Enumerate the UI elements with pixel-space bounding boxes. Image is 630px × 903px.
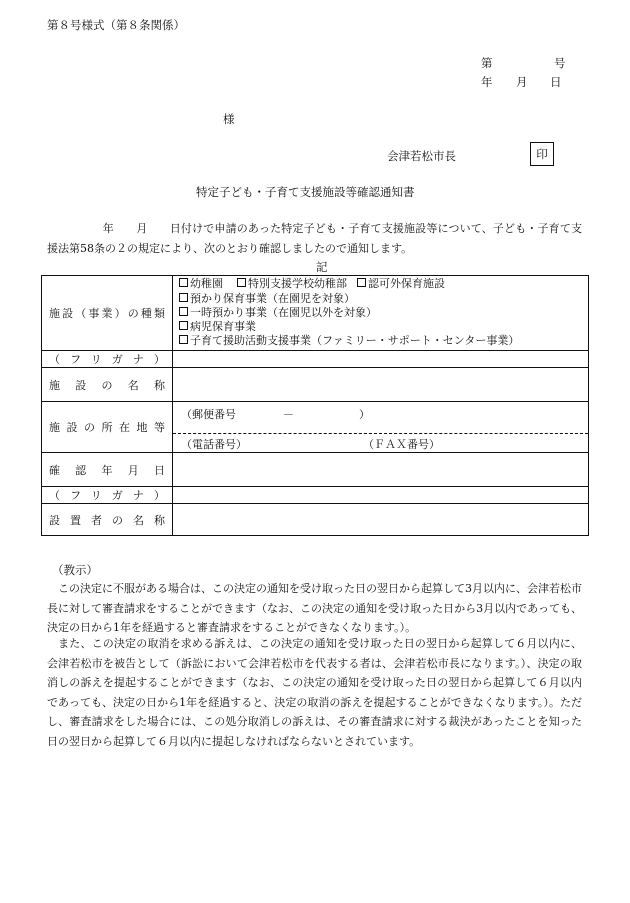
checkbox-icon[interactable] bbox=[179, 307, 188, 316]
founder-name-field[interactable] bbox=[173, 504, 589, 536]
issuer-title: 会津若松市長 bbox=[387, 149, 456, 163]
checkbox-icon[interactable] bbox=[179, 293, 188, 302]
facility-address-label: 施設の所在地等 bbox=[42, 402, 173, 453]
facility-type-options bbox=[173, 276, 589, 351]
phone-fax-field[interactable] bbox=[173, 434, 588, 452]
phone-label: （電話番号） bbox=[181, 438, 247, 451]
fax-label: （ＦＡＸ番号） bbox=[363, 438, 440, 451]
furigana-label: （フリガナ） bbox=[42, 351, 173, 368]
facility-furigana-row bbox=[42, 351, 589, 368]
postal-address-field[interactable] bbox=[173, 402, 588, 434]
founder-furigana-label: （フリガナ） bbox=[42, 487, 173, 504]
seal-label: 印 bbox=[536, 147, 548, 161]
notice-paragraph-2: また、この決定の取消を求める訴えは、この決定の通知を受け取った日の翌日から起算して６月以内に、会津若松市を被告として（訴訟において会津若松市を代表する者は、会津若松市長になります。）、決定の取消しの訴えを提起することができます（なお、この決定の通知を受け取った日の翌日から起算して６月以内であっても、決定の日から1年を経過すると、決定の取消の訴えを提起することができなくなります。）。ただし、審査請求をした場合には、この処分取消しの訴えは、その審査請求に対する裁決があったことを知った日の翌日から起算して６月以内に提起しなければならないとされています。 bbox=[47, 637, 582, 748]
addressee-suffix: 様 bbox=[223, 112, 235, 126]
facility-option-line-2 bbox=[173, 292, 588, 306]
postal-code-dash: － bbox=[283, 408, 294, 421]
option-temporary-care-other: 一時預かり事業（在園児以外を対象） bbox=[190, 305, 377, 319]
ki-heading: 記 bbox=[316, 260, 328, 274]
option-sick-child-care: 病児保育事業 bbox=[190, 320, 256, 334]
confirm-date-label: 確認年月日 bbox=[42, 453, 173, 487]
facility-option-line-5 bbox=[173, 334, 588, 348]
date-day-label: 日 bbox=[550, 75, 562, 89]
checkbox-icon[interactable] bbox=[179, 335, 188, 344]
founder-name-label: 設置者の名称 bbox=[42, 504, 173, 536]
facility-type-row bbox=[42, 276, 589, 351]
facility-option-line-4 bbox=[173, 320, 588, 334]
founder-furigana-field[interactable] bbox=[173, 487, 589, 504]
confirmation-table bbox=[41, 275, 589, 536]
facility-option-line-1 bbox=[173, 277, 588, 291]
founder-name-row bbox=[42, 504, 589, 536]
postal-code-close: ） bbox=[359, 408, 370, 421]
option-special-school: 特別支援学校幼稚部 bbox=[248, 277, 347, 291]
checkbox-icon[interactable] bbox=[179, 321, 188, 330]
option-kindergarten: 幼稚園 bbox=[190, 277, 223, 291]
facility-type-label: 施設（事業）の種類 bbox=[42, 276, 173, 351]
date-year-label: 年 bbox=[481, 75, 493, 89]
confirm-date-row bbox=[42, 453, 589, 487]
checkbox-icon[interactable] bbox=[179, 278, 188, 287]
confirm-date-field[interactable] bbox=[173, 453, 589, 487]
option-temporary-care-enrolled: 預かり保育事業（在園児を対象） bbox=[190, 291, 355, 305]
facility-name-field[interactable] bbox=[173, 368, 589, 402]
facility-name-row bbox=[42, 368, 589, 402]
facility-name-label: 施設の名称 bbox=[42, 368, 173, 402]
facility-furigana-field[interactable] bbox=[173, 351, 589, 368]
document-number-prefix: 第 bbox=[481, 56, 493, 70]
date-month-label: 月 bbox=[516, 75, 528, 89]
facility-option-line-3 bbox=[173, 306, 588, 320]
facility-address-cell bbox=[173, 402, 589, 453]
form-number: 第８号様式（第８条関係） bbox=[47, 18, 185, 32]
seal-box bbox=[530, 142, 554, 166]
facility-address-row bbox=[42, 402, 589, 453]
option-family-support: 子育て援助活動支援事業（ファミリー・サポート・センター事業） bbox=[190, 334, 520, 348]
notice-paragraph-1: この決定に不服がある場合は、この決定の通知を受け取った日の翌日から起算して3月以内に、会津若松市長に対して審査請求をすることができます（なお、この決定の通知を受け取った日から3月以内であっても、決定の日から1年を経過すると審査請求をすることができなくなります。）。 bbox=[47, 582, 582, 634]
option-unauthorized-nursery: 認可外保育施設 bbox=[368, 277, 445, 291]
founder-furigana-row bbox=[42, 487, 589, 504]
intro-paragraph: 年 月 日付けで申請のあった特定子ども・子育て支援施設等について、子ども・子育て支援法第58条の２の規定により、次のとおり確認しましたので通知します。 bbox=[47, 222, 582, 255]
checkbox-icon[interactable] bbox=[237, 278, 246, 287]
notice-heading: （教示） bbox=[52, 563, 98, 577]
document-number-suffix: 号 bbox=[554, 56, 566, 70]
document-title: 特定子ども・子育て支援施設等確認通知書 bbox=[196, 185, 415, 199]
postal-code-label: （郵便番号 bbox=[181, 408, 236, 421]
checkbox-icon[interactable] bbox=[357, 278, 366, 287]
